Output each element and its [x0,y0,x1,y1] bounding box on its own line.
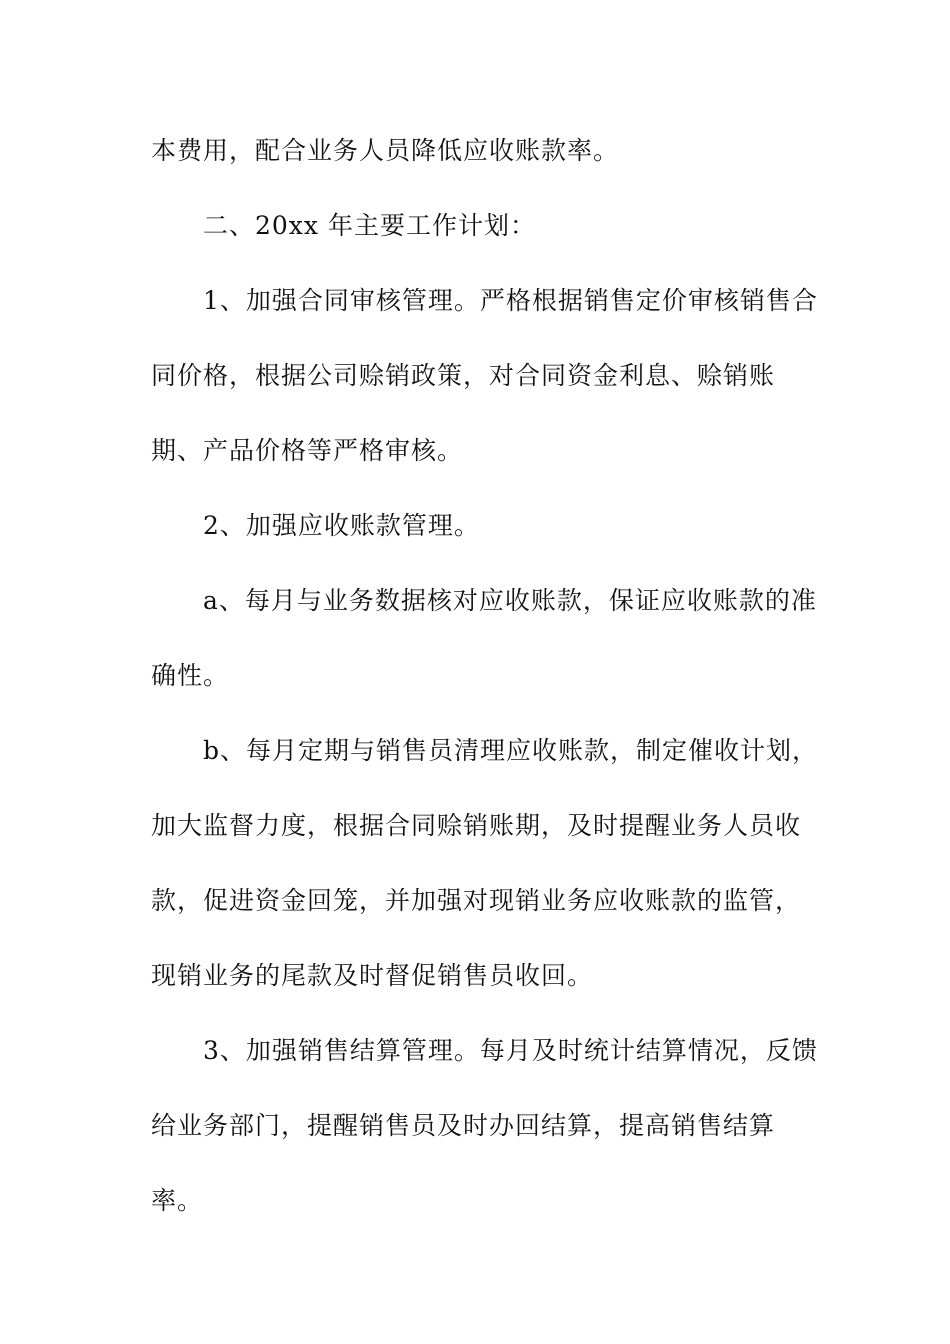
section-heading: 二、20xx 年主要工作计划： [203,211,536,240]
text-line: 加大监督力度，根据合同赊销账期，及时提醒业务人员收 [151,811,802,840]
text-line: 期、产品价格等严格审核。 [151,436,464,465]
text-line: 2、加强应收账款管理。 [203,511,480,540]
text-line: 给业务部门，提醒销售员及时办回结算，提高销售结算 [151,1111,776,1140]
text-line: 3、加强销售结算管理。每月及时统计结算情况，反馈 [203,1036,818,1065]
text-line: 款，促进资金回笼，并加强对现销业务应收账款的监管， [151,886,802,915]
text-line: 确性。 [151,661,230,690]
text-line: 本费用，配合业务人员降低应收账款率。 [151,136,620,165]
text-line: 1、加强合同审核管理。严格根据销售定价审核销售合 [203,286,818,315]
text-line: b、每月定期与销售员清理应收账款，制定催收计划， [203,736,819,765]
text-line: 率。 [151,1186,204,1215]
text-line: 同价格，根据公司赊销政策，对合同资金利息、赊销账 [151,361,776,390]
text-line: a、每月与业务数据核对应收账款，保证应收账款的准 [203,586,817,615]
text-line: 现销业务的尾款及时督促销售员收回。 [151,961,594,990]
